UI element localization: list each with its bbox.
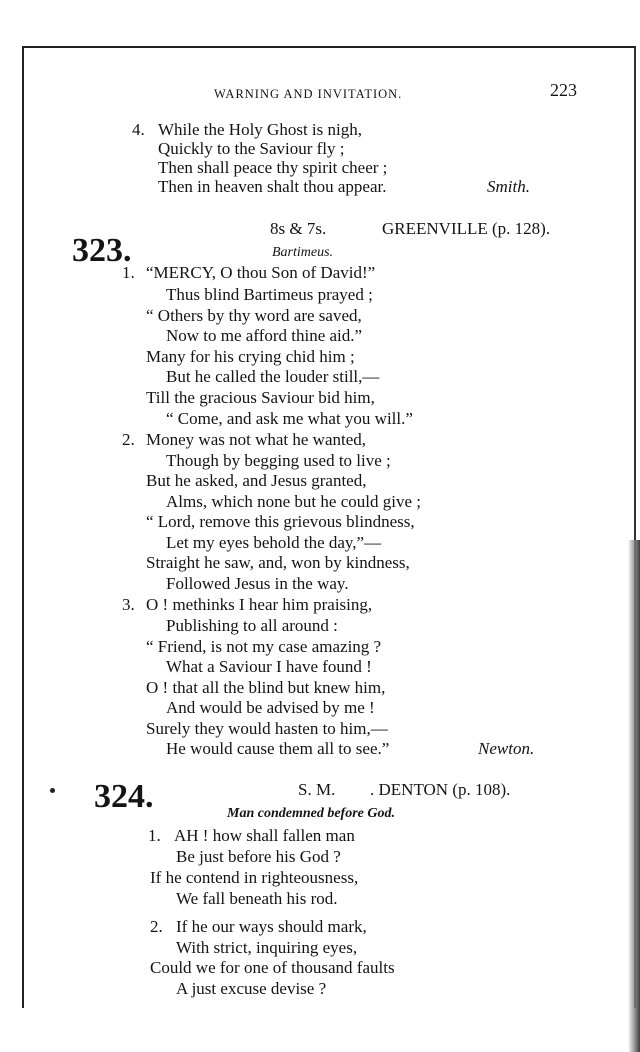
verse-line: What a Saviour I have found ! xyxy=(166,657,372,676)
verse-line: Now to me afford thine aid.” xyxy=(166,326,363,345)
verse-line: O ! methinks I hear him praising, xyxy=(146,595,373,614)
verse-line: But he called the louder still,— xyxy=(166,367,380,386)
verse-line: And would be advised by me ! xyxy=(166,698,375,717)
verse-line: “ Friend, is not my case amazing ? xyxy=(146,637,382,656)
verse-line: If he our ways should mark, xyxy=(176,917,367,936)
stanza-number: 3. xyxy=(122,595,135,614)
verse-line: Surely they would hasten to him,— xyxy=(146,719,388,738)
hymn-number: 324. xyxy=(94,778,154,815)
hymn-subject: Bartimeus. xyxy=(272,245,334,260)
stanza-number: 2. xyxy=(150,917,163,936)
verse-line: A just excuse devise ? xyxy=(176,979,327,998)
hymn-meter: S. M. xyxy=(298,780,336,799)
verse-line: While the Holy Ghost is nigh, xyxy=(158,120,362,139)
verse-line: Publishing to all around : xyxy=(166,616,338,635)
hymn-tune: . DENTON (p. 108). xyxy=(370,780,511,799)
verse-line: With strict, inquiring eyes, xyxy=(176,938,358,957)
verse-line: Quickly to the Saviour fly ; xyxy=(158,139,345,158)
hymn-author: Newton. xyxy=(478,739,535,758)
verse-line: Followed Jesus in the way. xyxy=(166,574,349,593)
verse-line: We fall beneath his rod. xyxy=(176,889,338,908)
hymn-meter: 8s & 7s. xyxy=(270,219,327,238)
verse-line: Then in heaven shalt thou appear. xyxy=(158,177,387,196)
page-number: 223 xyxy=(550,80,577,100)
verse-line: AH ! how shall fallen man xyxy=(174,826,355,845)
verse-line: Alms, which none but he could give ; xyxy=(166,492,421,511)
stanza-number: 4. xyxy=(132,120,145,139)
hymn-number: 323. xyxy=(72,232,132,269)
stanza-number: 1. xyxy=(122,263,135,282)
verse-line: O ! that all the blind but knew him, xyxy=(146,678,386,697)
verse-line: Be just before his God ? xyxy=(176,847,341,866)
verse-line: “ Others by thy word are saved, xyxy=(146,306,362,325)
ink-dot xyxy=(50,788,55,793)
verse-line: Though by begging used to live ; xyxy=(166,451,391,470)
hymn-author: Smith. xyxy=(487,177,530,196)
stanza-number: 1. xyxy=(148,826,161,845)
verse-line: Straight he saw, and, won by kindness, xyxy=(146,553,410,572)
running-header: WARNING AND INVITATION. xyxy=(214,87,403,101)
verse-line: If he contend in righteousness, xyxy=(150,868,359,887)
hymn-tune: GREENVILLE (p. 128). xyxy=(382,219,551,238)
verse-line: Could we for one of thousand faults xyxy=(150,958,395,977)
verse-line: Thus blind Bartimeus prayed ; xyxy=(166,285,373,304)
verse-line: He would cause them all to see.” xyxy=(166,739,390,758)
hymn-subject: Man condemned before God. xyxy=(227,806,395,821)
verse-line: Then shall peace thy spirit cheer ; xyxy=(158,158,388,177)
verse-line: “MERCY, O thou Son of David!” xyxy=(146,263,376,282)
page-edge-shadow xyxy=(628,540,640,1052)
verse-line: “ Come, and ask me what you will.” xyxy=(166,409,413,428)
verse-line: But he asked, and Jesus granted, xyxy=(146,471,367,490)
verse-line: “ Lord, remove this grievous blindness, xyxy=(146,512,415,531)
verse-line: Let my eyes behold the day,”— xyxy=(166,533,382,552)
verse-line: Many for his crying chid him ; xyxy=(146,347,355,366)
verse-line: Till the gracious Saviour bid him, xyxy=(146,388,375,407)
stanza-number: 2. xyxy=(122,430,135,449)
verse-line: Money was not what he wanted, xyxy=(146,430,367,449)
